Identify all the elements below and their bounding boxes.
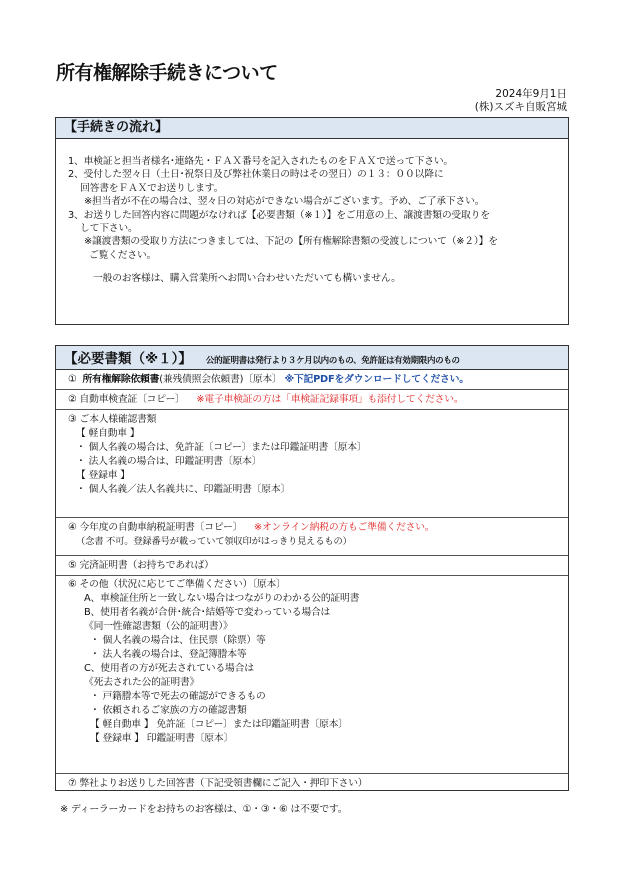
doc-item-4-sub: （念書 不可。登録番号が載っていて領収印がはっきり見えるもの）	[76, 536, 352, 547]
doc-item-4-note: ※オンライン納税の方もご準備ください。	[253, 522, 435, 533]
doc-item-5-label: ⑤ 完済証明書（お持ちであれば）	[68, 560, 214, 571]
required-documents-heading	[56, 346, 568, 370]
doc-item-3-registered-heading: 【 登録車 】	[76, 470, 130, 481]
procedure-flow-heading: 【手続きの流れ】	[56, 118, 568, 139]
doc-item-4	[56, 518, 568, 556]
doc-item-1	[56, 370, 568, 390]
flow-step-3-cont: して下さい。	[80, 223, 138, 235]
doc-item-6-b-corporate: ・ 法人名義の場合は、登記簿謄本等	[90, 649, 247, 660]
doc-item-1-label-rest: (兼残債照会依頼書)〔原本〕	[159, 374, 282, 385]
doc-item-3-kei-corporate: ・ 法人名義の場合は、印鑑証明書〔原本〕	[76, 456, 262, 467]
doc-item-2	[56, 390, 568, 410]
company-name: (株)スズキ自販宮城	[474, 101, 567, 113]
doc-item-2-note: ※電子車検証の方は「車検証記録事項」も添付してください。	[196, 394, 464, 405]
flow-step-3-note-cont: ご覧ください。	[89, 249, 157, 261]
doc-item-3	[56, 410, 568, 518]
doc-item-7-label: ⑦ 弊社よりお送りした回答書（下記受領書欄にご記入・押印下さい）	[68, 778, 368, 789]
doc-item-7	[56, 774, 568, 793]
doc-item-6-a: A、車検証住所と一致しない場合はつながりのわかる公的証明書	[84, 593, 360, 604]
doc-item-6-c-family-register: ・ 戸籍謄本等で死去の確認ができるもの	[90, 691, 266, 702]
doc-item-6-c: C、使用者の方が死去されている場合は	[84, 663, 254, 674]
dealer-card-footnote: ※ ディーラーカードをお持ちのお客様は、①・③・⑥ は不要です。	[60, 804, 348, 815]
doc-item-3-kei-individual: ・ 個人名義の場合は、免許証〔コピー〕または印鑑証明書〔原本〕	[76, 442, 367, 453]
doc-item-3-kei-heading: 【 軽自動車 】	[76, 428, 140, 439]
flow-step-1: 1、車検証と担当者様名･連絡先・ＦＡＸ番号を記入されたものをＦＡＸで送って下さい。	[68, 156, 454, 167]
flow-general-customer-note: 一般のお客様は、購入営業所へお問い合わせいただいても構いません。	[93, 273, 401, 285]
doc-item-4-label: ④ 今年度の自動車納税証明書〔コピー〕	[68, 522, 243, 533]
document-date: 2024年9月1日	[495, 88, 567, 100]
doc-item-6-b-heading: 《同一性確認書類（公的証明書）》	[84, 621, 233, 632]
required-documents-validity-note: 公的証明書は発行より３ケ月以内のもの、免許証は有効期限内のもの	[205, 356, 460, 366]
flow-step-3: 3、お送りした回答内容に問題がなければ【必要書類（※１）】をご用意の上、譲渡書類の受取りを	[68, 209, 490, 221]
doc-item-6-c-kei: 【 軽自動車 】 免許証〔コピー〕または印鑑証明書〔原本〕	[90, 719, 348, 730]
doc-item-6-c-family-id: ・ 依頼されるご家族の方の確認書類	[90, 705, 247, 716]
flow-step-3-note: ※譲渡書類の受取り方法につきましては、下記の【所有権解除書類の受渡しについて（※２）】を	[84, 236, 498, 248]
doc-item-6-b: B、使用者名義が合併･統合･結婚等で変わっている場合は	[84, 607, 331, 618]
flow-step-2-cont: 回答書をＦＡＸでお送りします。	[80, 182, 224, 194]
doc-item-3-registered-all: ・ 個人名義／法人名義共に、印鑑証明書〔原本〕	[76, 484, 291, 495]
required-documents-box	[55, 345, 569, 791]
doc-item-5	[56, 556, 568, 576]
procedure-flow-body	[56, 139, 568, 286]
doc-item-6-c-registered: 【 登録車 】 印鑑証明書〔原本〕	[90, 733, 234, 744]
procedure-flow-box	[55, 117, 569, 325]
doc-item-2-label: ② 自動車検査証〔コピー〕	[68, 394, 185, 405]
required-documents-title: 【必要書類（※１）】	[64, 351, 192, 367]
doc-item-1-download-note[interactable]: ※下記PDFをダウンロードしてください。	[284, 374, 469, 385]
flow-step-2-note: ※担当者が不在の場合は、翌々日の対応ができない場合がございます。予め、ご了承下さい。	[84, 196, 485, 208]
doc-item-6-c-heading: 《死去された公的証明書》	[84, 677, 200, 688]
doc-item-6-label: ⑥ その他（状況に応じてご準備ください）〔原本〕	[68, 579, 286, 590]
doc-item-1-label: 所有権解除依頼書	[82, 374, 160, 385]
doc-item-6	[56, 576, 568, 774]
doc-item-6-b-individual: ・ 個人名義の場合は、住民票（除票）等	[90, 635, 266, 646]
doc-item-1-number: ①	[68, 374, 77, 385]
flow-step-2: 2、受付した翌々日（土日･祝祭日及び弊社休業日の時はその翌日）の１３：００以降に	[68, 169, 444, 181]
page-title: 所有権解除手続きについて	[56, 62, 278, 84]
doc-item-3-label: ③ ご本人様確認書類	[68, 414, 157, 425]
